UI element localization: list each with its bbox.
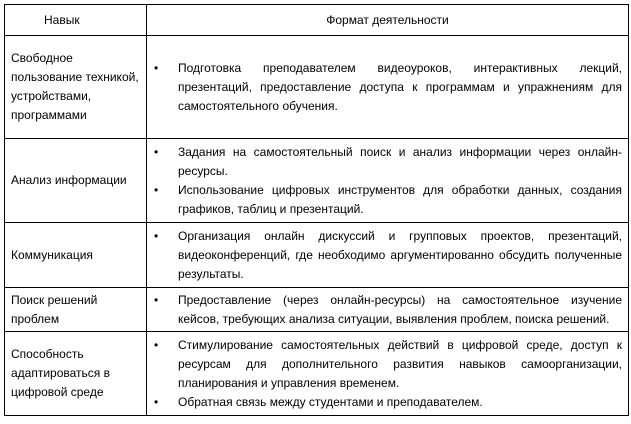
table-header-row (5, 5, 629, 36)
skill-cell: Коммуникация (5, 223, 147, 288)
list-item-text: Стимулирование самостоятельных действий в цифровой среде, доступ к ресурсам для дополнительного развития навыков самоорганизации, планирования и управления временем. (178, 337, 622, 390)
list-item-text: Предоставление (через онлайн-ресурсы) на самостоятельное изучение кейсов, требующих анализа ситуации, выявления проблем, поиска решений. (178, 292, 622, 326)
table-row (5, 223, 629, 288)
list-item (147, 291, 622, 329)
list-item (147, 59, 622, 116)
skill-cell: Свободное пользование техникой, устройствами, программами (5, 36, 147, 139)
table-row (5, 36, 629, 139)
bullet-icon: • (154, 60, 159, 75)
table-row (5, 288, 629, 332)
bullet-icon: • (154, 394, 159, 409)
list-item (147, 393, 622, 412)
header-skill: Навык (5, 5, 147, 36)
format-cell (147, 139, 629, 223)
format-list (147, 59, 622, 116)
list-item-text: Подготовка преподавателем видеоуроков, интерактивных лекций, презентаций, предоставление доступа к программам и упражнениям для самостоятельного обучения. (178, 60, 622, 113)
format-list (147, 143, 622, 219)
format-cell (147, 223, 629, 288)
skill-cell: Анализ информации (5, 139, 147, 223)
bullet-icon: • (154, 228, 159, 243)
format-list (147, 336, 622, 412)
format-list (147, 291, 622, 329)
list-item (147, 336, 622, 393)
list-item-text: Обратная связь между студентами и преподавателем. (178, 394, 483, 409)
list-item (147, 181, 622, 219)
list-item-text: Задания на самостоятельный поиск и анализ информации через онлайн-ресурсы. (178, 144, 622, 178)
list-item (147, 143, 622, 181)
bullet-icon: • (154, 337, 159, 352)
header-format: Формат деятельности (147, 5, 629, 36)
bullet-icon: • (154, 144, 159, 159)
list-item (147, 227, 622, 284)
list-item-text: Использование цифровых инструментов для обработки данных, создания графиков, таблиц и презентаций. (178, 182, 622, 216)
skill-cell: Способность адаптироваться в цифровой среде (5, 332, 147, 416)
list-item-text: Организация онлайн дискуссий и групповых проектов, презентаций, видеоконференций, где необходимо аргументированно обсудить полученные результаты. (178, 228, 622, 281)
skill-cell: Поиск решений проблем (5, 288, 147, 332)
table-row (5, 139, 629, 223)
bullet-icon: • (154, 292, 159, 307)
format-cell (147, 36, 629, 139)
format-cell (147, 332, 629, 416)
skills-table (4, 4, 629, 416)
table-row (5, 332, 629, 416)
format-cell (147, 288, 629, 332)
format-list (147, 227, 622, 284)
bullet-icon: • (154, 182, 159, 197)
